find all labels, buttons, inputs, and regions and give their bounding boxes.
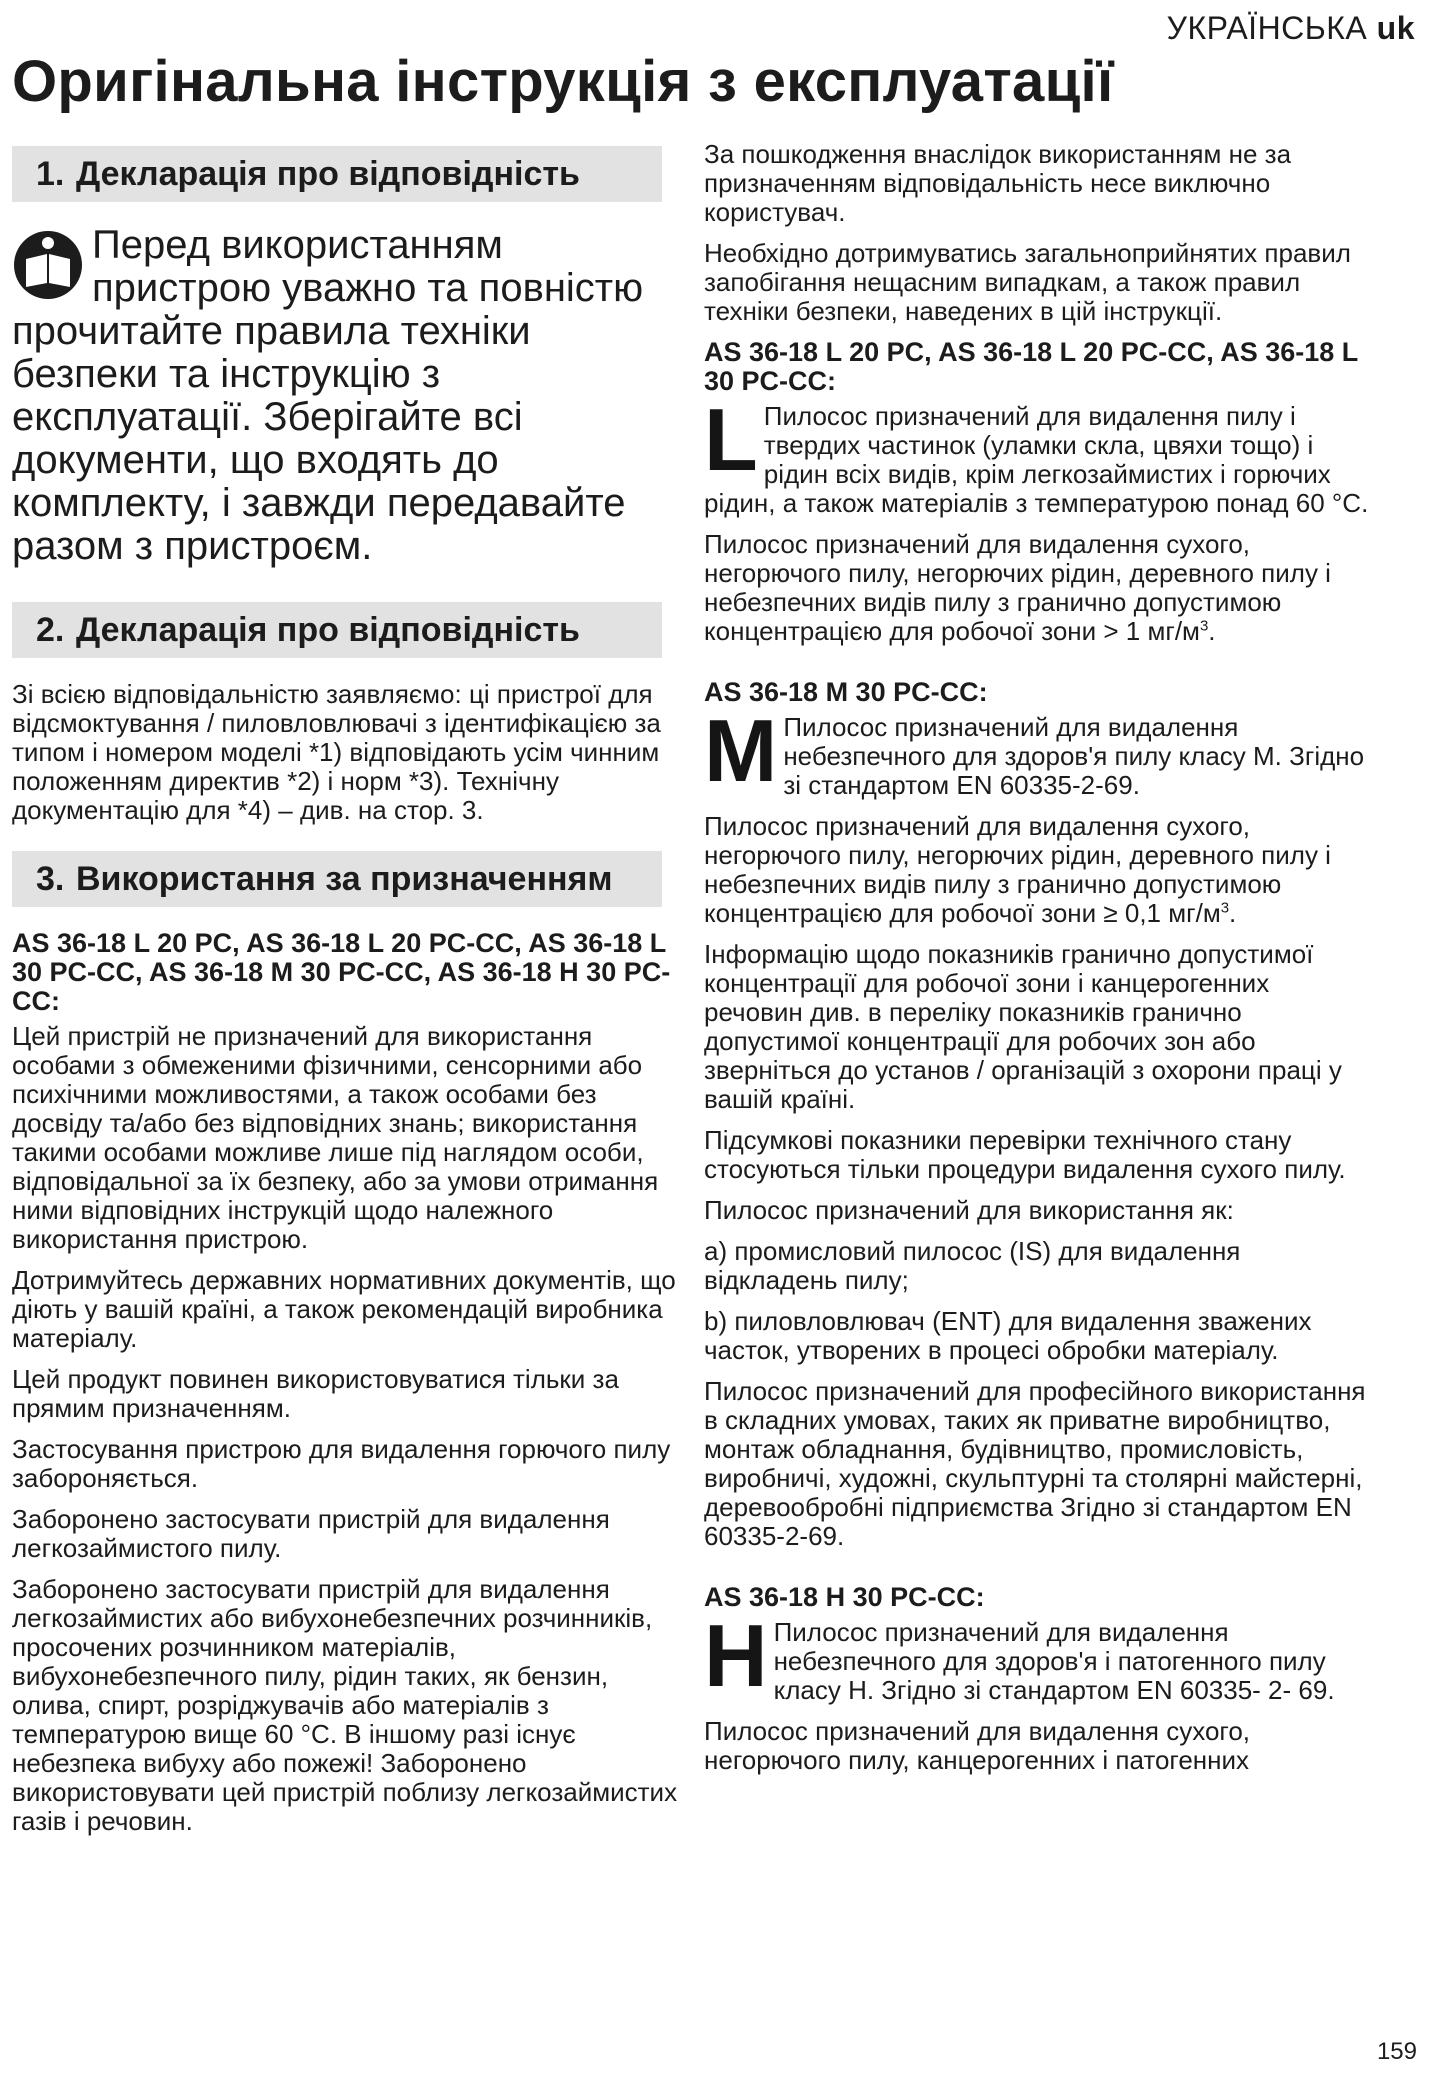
paragraph: Інформацію щодо показників гранично допустимої концентрації для робочої зони і канцерогенних речовин див. в переліку показників гранично допустимої концентрації для робочих зон або зверніться до установ / організацій з охорони праці у вашій країні. xyxy=(704,939,1342,1114)
paragraph: Необхідно дотримуватись загальноприйнятих правил запобігання нещасним випадкам, а також правил техніки безпеки, наведених в цій інструкції. xyxy=(704,238,1351,326)
list-item: a) промисловий пилосос (IS) для видалення відкладень пилу; xyxy=(704,1236,1241,1295)
paragraph: Заборонено застосувати пристрій для видалення легкозаймистого пилу. xyxy=(12,1504,610,1563)
dust-class-m-text: M Пилосос призначений для видалення небезпечного для здоров'я пилу класу M. Згідно зі стандартом EN 60335-2-69. xyxy=(704,701,1365,800)
paragraph: Застосування пристрою для видалення горючого пилу забороняється. xyxy=(12,1434,671,1493)
section-heading-declaration-2: 2. Декларація про відповідність xyxy=(12,602,662,658)
model-list-l: AS 36-18 L 20 PC, AS 36-18 L 20 PC-CC, AS 36-18 L 30 PC-CC: xyxy=(704,337,1358,396)
section-heading-intended-use: 3. Використання за призначенням xyxy=(12,851,662,907)
paragraph: Цей пристрій не призначений для використання особами з обмеженими фізичними, сенсорними або психічними можливостями, а також особами без досвіду та/або без відповідних знань; використання такими особами можливе лише під наглядом особи, відповідальної за їх безпеку, або за умови отримання ними відповідних інструкцій щодо належного використання пристрою. xyxy=(12,1021,659,1254)
page-number: 159 xyxy=(1376,2038,1417,2065)
list-item: b) пиловловлювач (ENT) для видалення зважених часток, утворених в процесі обробки матеріалу. xyxy=(704,1306,1312,1365)
dust-class-m-icon: M xyxy=(704,701,778,800)
declaration-text: Зі всією відповідальністю заявляємо: ці пристрої для відсмоктування / пиловловлювачі з ідентифікацією за типом і номером моделі *1) відповідають усім чинним положенням директив *2) і норм *3). Технічну документацію для *4) – див. на стор. 3. xyxy=(12,679,661,825)
paragraph: Заборонено застосувати пристрій для видалення легкозаймистих або вибухонебезпечних розчинників, просочених розчинником матеріалів, вибухонебезпечного пилу, рідин таких, як бензин, олива, спирт, розріджувачів або матеріалів з температурою вище 60 °C. В іншому разі існує небезпека вибуху або пожежі! Заборонено використовувати цей пристрій поблизу легкозаймистих газів і речовин. xyxy=(12,1574,678,1836)
model-list-h: AS 36-18 H 30 PC-CC: xyxy=(704,1582,985,1612)
model-list: AS 36-18 L 20 PC, AS 36-18 L 20 PC-CC, AS 36-18 L 30 PC-CC, AS 36-18 M 30 PC-CC, AS 36-18 H 30 PC-CC: xyxy=(12,928,671,1016)
paragraph: Пилосос призначений для професійного використання в складних умовах, таких як приватне виробництво, монтаж обладнання, будівництво, промисловість, виробничі, художні, скульптурні та столярні майстерні, деревообробні підприємства Згідно зі стандартом EN 60335-2-69. xyxy=(704,1376,1366,1551)
language-label: УКРАЇНСЬКА uk xyxy=(1166,10,1415,46)
paragraph: Пилосос призначений для видалення сухого, негорючого пилу, негорючих рідин, деревного пилу і небезпечних видів пилу з гранично допустимою концентрацією для робочої зони ≥ 0,1 $мг/м^3$. xyxy=(704,811,1331,928)
model-list-m: AS 36-18 M 30 PC-CC: xyxy=(704,677,988,707)
paragraph: За пошкодження внаслідок використанням не за призначенням відповідальність несе виключно користувач. xyxy=(704,139,1292,227)
dust-class-h-icon: H xyxy=(704,1606,768,1705)
paragraph: Підсумкові показники перевірки технічного стану стосуються тільки процедури видалення сухого пилу. xyxy=(704,1125,1346,1184)
paragraph: Пилосос призначений для використання як: xyxy=(704,1195,1234,1225)
dust-class-h-text: H Пилосос призначений для видалення небезпечного для здоров'я і патогенного пилу класу H. Згідно зі стандартом EN 60335- 2- 69. xyxy=(704,1606,1335,1705)
safety-intro: Перед використанням пристрою уважно та повністю прочитайте правила техніки безпеки та інструкцію з експлуатації. Зберігайте всі документи, що входять до комплекту, і завжди передавайте разом з пристроєм. xyxy=(12,223,644,568)
paragraph: Пилосос призначений для видалення сухого, негорючого пилу, канцерогенних і патогенних xyxy=(704,1716,1250,1775)
read-manual-icon xyxy=(12,229,84,301)
left-column xyxy=(12,146,680,1848)
page-title: Оригінальна інструкція з експлуатації xyxy=(12,49,1114,114)
section-heading-declaration: 1. Декларація про відповідність xyxy=(12,146,662,202)
paragraph: Дотримуйтесь державних нормативних документів, що діють у вашій країні, а також рекомендацій виробника матеріалу. xyxy=(12,1265,676,1353)
paragraph: Пилосос призначений для видалення сухого, негорючого пилу, негорючих рідин, деревного пилу і небезпечних видів пилу з гранично допустимою концентрацією для робочої зони > 1 $мг/м^3$. xyxy=(704,529,1331,646)
paragraph: Цей продукт повинен використовуватися тільки за прямим призначенням. xyxy=(12,1364,619,1423)
right-column xyxy=(704,140,1374,1787)
dust-class-l-text: L Пилосос призначений для видалення пилу і твердих частинок (уламки скла, цвяхи тощо) і рідин всіх видів, крім легкозаймистих і горючих рідин, а також матеріалів з температурою понад 60 °C. xyxy=(704,390,1369,518)
dust-class-l-icon: L xyxy=(704,390,758,489)
